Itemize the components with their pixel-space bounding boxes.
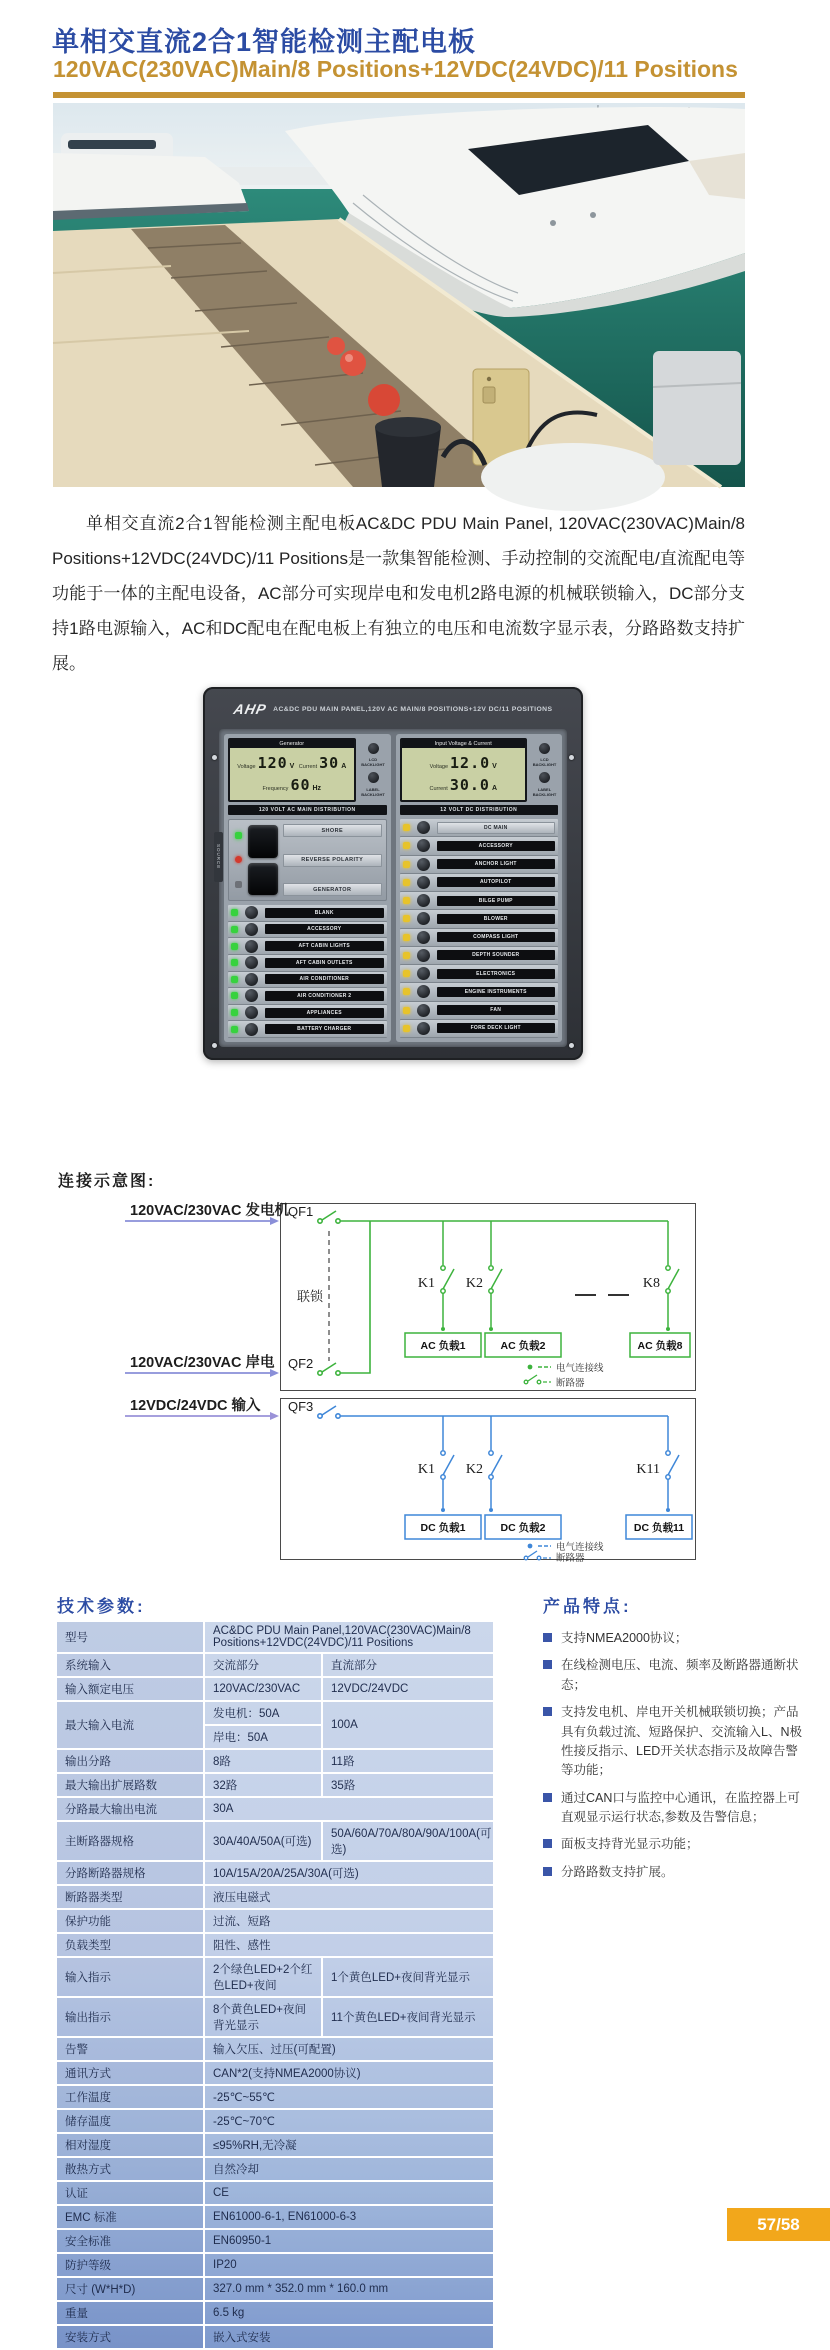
screw-icon (569, 755, 574, 760)
breaker-label: BLANK (265, 908, 384, 918)
legend-breaker-label: 断路器 (556, 1553, 585, 1564)
breaker-toggle-knob (417, 949, 430, 962)
lcd-backlight-button (539, 743, 550, 754)
spec-label: 保护功能 (57, 1910, 205, 1932)
dc-distribution-strip: 12 VOLT DC DISTRIBUTION (400, 805, 559, 815)
breaker-led (231, 909, 238, 916)
spec-value-dc: 1个黄色LED+夜间背光显示 (331, 1972, 470, 1984)
spec-value-dc: 11路 (331, 1756, 355, 1768)
breaker-toggle-knob (245, 973, 258, 986)
breaker-toggle-knob (245, 906, 258, 919)
panel-header-text: AC&DC PDU MAIN PANEL,120V AC MAIN/8 POSITIONS+12V DC/11 POSITIONS (273, 705, 553, 713)
bullet-square-icon (543, 1707, 552, 1716)
breaker-row (400, 1020, 559, 1038)
breaker-led (403, 1025, 410, 1032)
ac-load1-label: AC 负载1 (420, 1340, 466, 1352)
k1-label: K1 (417, 1462, 435, 1477)
breaker-label: ACCESSORY (437, 841, 556, 851)
voltage-label: Voltage (429, 763, 449, 770)
spec-value-ac (205, 1702, 323, 1748)
spec-row (57, 2038, 493, 2062)
current-unit: A (491, 785, 498, 793)
spec-value-ac: 30A/40A/50A(可选) (205, 1822, 323, 1860)
current-label: Current (429, 786, 448, 793)
dock-box (653, 351, 741, 465)
ac-lcd-title: Generator (230, 740, 354, 748)
breaker-toggle-knob (417, 894, 430, 907)
breaker-row (228, 1021, 387, 1038)
ac-frequency-value: 60 (290, 776, 311, 795)
spec-label: 型号 (57, 1622, 205, 1652)
spec-value-dc: 100A (331, 1719, 358, 1731)
feature-text: 面板支持背光显示功能； (561, 1837, 699, 1852)
breaker-row (400, 819, 559, 837)
voltage-label: Voltage (237, 763, 256, 770)
interlock-label: 联锁 (296, 1289, 323, 1304)
breaker-toggle-knob (417, 931, 430, 944)
generator-led (235, 881, 242, 888)
spec-value-ac: 8路 (205, 1750, 323, 1772)
qf1-label: QF1 (288, 1204, 314, 1219)
source-breaker-block (216, 819, 387, 901)
breaker-label: BLOWER (437, 914, 556, 924)
breaker-led (403, 824, 410, 831)
breaker-toggle-knob (417, 876, 430, 889)
breaker-row (400, 1002, 559, 1020)
breaker-led (231, 1026, 238, 1033)
spec-label: 工作温度 (57, 2086, 205, 2108)
shore-led-green (235, 832, 242, 839)
frequency-unit: Hz (312, 785, 322, 793)
breaker-row (400, 837, 559, 855)
feature-item (543, 1789, 805, 1828)
generator-label: GENERATOR (283, 883, 382, 896)
spec-value-ac: 120VAC/230VAC (205, 1678, 323, 1700)
spec-value: 10A/15A/20A/25A/30A(可选) (213, 1868, 359, 1880)
breaker-label: COMPASS LIGHT (437, 932, 556, 942)
breaker-led (231, 926, 238, 933)
breaker-toggle-knob (245, 923, 258, 936)
reverse-polarity-led-red (235, 856, 242, 863)
dc-lcd-display (400, 738, 528, 802)
legend-wire-label: 电气连接线 (556, 1542, 604, 1553)
spec-label: 分路最大输出电流 (57, 1798, 205, 1820)
feature-item (543, 1703, 805, 1781)
breaker-toggle-knob (245, 940, 258, 953)
spec-row (57, 1702, 493, 1750)
dc-load11-label: DC 负载11 (633, 1522, 685, 1534)
ac-load2-label: AC 负载2 (500, 1340, 546, 1352)
label-backlight-button (368, 772, 379, 783)
breaker-led (403, 861, 410, 868)
spec-value: CE (213, 2187, 229, 2199)
spec-row (57, 2254, 493, 2278)
spec-row (57, 1862, 493, 1886)
feature-item (543, 1863, 805, 1882)
ac-input2-label: 120VAC/230VAC 岸电 (130, 1355, 275, 1371)
spec-value-dc: 50A/60A/70A/80A/90A/100A(可选) (331, 1828, 492, 1856)
breaker-row (400, 947, 559, 965)
bullet-square-icon (543, 1633, 552, 1642)
breaker-row (228, 955, 387, 972)
arrow-icon (270, 1412, 279, 1420)
dc-lcd-title: Input Voltage & Current (402, 740, 526, 748)
breaker-row (228, 938, 387, 955)
breaker-label: DC MAIN (437, 822, 556, 834)
spec-value: EN61000-6-1, EN61000-6-3 (213, 2211, 357, 2223)
breaker-label: AIR CONDITIONER 2 (265, 991, 384, 1001)
breaker-led (403, 988, 410, 995)
spec-row (57, 1934, 493, 1958)
panel-body (216, 729, 567, 1047)
breaker-led (231, 1009, 238, 1016)
k1-label: K1 (417, 1276, 435, 1291)
spec-row (57, 1678, 493, 1702)
breaker-led (231, 976, 238, 983)
spec-label: 输出分路 (57, 1750, 205, 1772)
breaker-led (403, 842, 410, 849)
panel-header (203, 687, 583, 722)
page-number-badge: 57/58 (727, 2208, 830, 2241)
feature-text: 分路路数支持扩展。 (561, 1864, 674, 1879)
dc-input-label: 12VDC/24VDC 输入 (130, 1398, 261, 1414)
breaker-row (228, 905, 387, 922)
spec-value-dc: 35路 (331, 1780, 356, 1792)
breaker-led (403, 970, 410, 977)
spec-value-ac: 2个绿色LED+2个红色LED+夜间 (205, 1958, 323, 1996)
feature-text: 支持发电机、岸电开关机械联锁切换；产品具有负载过流、短路保护、交流输入L、N极性接反指示、LED开关状态指示及故障告警等功能； (561, 1705, 802, 1778)
breaker-label: BATTERY CHARGER (265, 1024, 384, 1034)
dc-load1-label: DC 负载1 (420, 1522, 466, 1534)
breaker-label: FAN (437, 1005, 556, 1015)
ac-connection-diagram (30, 1199, 790, 1396)
feature-item (543, 1629, 805, 1648)
shore-breaker-handle (248, 825, 278, 858)
breaker-toggle-knob (245, 989, 258, 1002)
spec-label: 输入指示 (57, 1958, 205, 1996)
feature-item (543, 1835, 805, 1854)
screw-icon (212, 755, 217, 760)
screw-icon (212, 1043, 217, 1048)
breaker-toggle-knob (417, 1022, 430, 1035)
k2-label: K2 (465, 1462, 483, 1477)
header-divider (53, 92, 745, 98)
spec-row (57, 2326, 493, 2350)
spec-label: 负载类型 (57, 1934, 205, 1956)
dc-meter (400, 738, 559, 802)
lcd-backlight-label: LCD BACKLIGHT (532, 757, 557, 768)
spec-row (57, 1798, 493, 1822)
spec-label: 相对湿度 (57, 2134, 205, 2156)
breaker-label: DEPTH SOUNDER (437, 950, 556, 960)
spec-value-dc: 直流部分 (331, 1660, 377, 1672)
breaker-label: AFT CABIN OUTLETS (265, 958, 384, 968)
breaker-toggle-knob (417, 1004, 430, 1017)
spec-row (57, 1910, 493, 1934)
spec-row (57, 2158, 493, 2182)
current-unit: A (341, 762, 347, 770)
ac-meter (228, 738, 387, 802)
white-hull-bottom (481, 443, 665, 511)
spec-row (57, 2302, 493, 2326)
spec-label: EMC 标准 (57, 2206, 205, 2228)
feature-text: 支持NMEA2000协议； (561, 1631, 688, 1645)
k8-label: K8 (642, 1276, 660, 1291)
lcd-backlight-label: LCD BACKLIGHT (361, 757, 385, 768)
spec-row (57, 1654, 493, 1678)
breaker-led (403, 879, 410, 886)
spec-label: 主断路器规格 (57, 1822, 205, 1860)
dc-load2-label: DC 负载2 (500, 1522, 546, 1534)
spec-value: 输入欠压、过压(可配置) (213, 2044, 336, 2056)
breaker-toggle-knob (417, 912, 430, 925)
bullet-square-icon (543, 1839, 552, 1848)
k11-label: K11 (636, 1462, 660, 1477)
spec-value-ac: 32路 (205, 1774, 323, 1796)
dc-column (396, 734, 563, 1042)
breaker-led (403, 897, 410, 904)
breaker-led (231, 992, 238, 999)
breaker-led (403, 1007, 410, 1014)
ac-distribution-strip: 120 VOLT AC MAIN DISTRIBUTION (228, 805, 387, 815)
spec-label: 防护等级 (57, 2254, 205, 2276)
features-list (543, 1629, 805, 1882)
breaker-label: BILGE PUMP (437, 896, 556, 906)
generator-breaker-handle (248, 863, 278, 896)
breaker-label: ENGINE INSTRUMENTS (437, 987, 556, 997)
breaker-row (400, 965, 559, 983)
spec-label: 尺寸 (W*H*D) (57, 2278, 205, 2300)
breaker-row (400, 983, 559, 1001)
breaker-label: ELECTRONICS (437, 969, 556, 979)
spec-value: AC&DC PDU Main Panel,120VAC(230VAC)Main/8 Positions+12VDC(24VDC)/11 Positions (213, 1625, 471, 1649)
breaker-toggle-knob (245, 1023, 258, 1036)
black-pot (375, 417, 441, 487)
breaker-row (400, 856, 559, 874)
breaker-label: AFT CABIN LIGHTS (265, 941, 384, 951)
spec-label: 安装方式 (57, 2326, 205, 2348)
source-tab-label: SOURCE (214, 832, 223, 882)
spec-value: 30A (213, 1803, 234, 1815)
breaker-label: ANCHOR LIGHT (437, 859, 556, 869)
spec-value: -25℃~70℃ (213, 2116, 275, 2128)
spec-label: 告警 (57, 2038, 205, 2060)
dc-breaker-rows (400, 819, 559, 1038)
k2-label: K2 (465, 1276, 483, 1291)
spec-label: 通讯方式 (57, 2062, 205, 2084)
brand-logo: AHP (231, 701, 268, 717)
spec-value: 嵌入式安装 (213, 2332, 271, 2344)
current-label: Current (298, 763, 318, 770)
breaker-toggle-knob (245, 956, 258, 969)
breaker-label: AUTOPILOT (437, 877, 556, 887)
ac-input1-label: 120VAC/230VAC 发电机 (130, 1203, 290, 1219)
breaker-toggle-knob (417, 985, 430, 998)
spec-value: IP20 (213, 2259, 237, 2271)
ac-breaker-rows (228, 905, 387, 1038)
features-section (543, 1592, 805, 1890)
spec-value: -25℃~55℃ (213, 2092, 275, 2104)
lcd-backlight-button (368, 743, 379, 754)
spec-row (57, 2206, 493, 2230)
spec-row (57, 2110, 493, 2134)
bullet-square-icon (543, 1793, 552, 1802)
bullet-square-icon (543, 1660, 552, 1669)
spec-label: 最大输出扩展路数 (57, 1774, 205, 1796)
spec-value: ≤95%RH,无冷凝 (213, 2140, 297, 2152)
screw-icon (569, 1043, 574, 1048)
breaker-row (228, 922, 387, 939)
shore-label: SHORE (283, 824, 382, 837)
spec-row (57, 1886, 493, 1910)
intro-paragraph: 单相交直流2合1智能检测主配电板AC&DC PDU Main Panel, 120VAC(230VAC)Main/8 Positions+12VDC(24VDC)/11 Positions是一款集智能检测、手动控制的交流配电/直流配电等功能于一体的主配电设备，AC部分可实现岸电和发电机2路电源的机械联锁输入，DC部分支持1路电源输入，AC和DC配电在配电板上有独立的电压和电流数字显示表，分路路数支持扩展。 (52, 514, 745, 674)
spec-subvalue: 发电机：50A (205, 1702, 321, 1726)
breaker-led (403, 915, 410, 922)
spec-label: 断路器类型 (57, 1886, 205, 1908)
spec-label: 系统输入 (57, 1654, 205, 1676)
ac-lcd-display (228, 738, 356, 802)
spec-row (57, 1822, 493, 1862)
feature-text: 在线检测电压、电流、频率及断路器通断状态； (561, 1658, 799, 1692)
spec-row (57, 1774, 493, 1798)
features-heading: 产品特点: (543, 1597, 632, 1616)
spec-row (57, 2062, 493, 2086)
spec-subvalue: 岸电：50A (213, 1732, 268, 1744)
specs-heading: 技术参数: (57, 1597, 146, 1616)
spec-value: 液压电磁式 (213, 1892, 271, 1904)
voltage-unit: V (289, 762, 295, 770)
spec-row (57, 1622, 493, 1654)
voltage-unit: V (492, 762, 497, 770)
feature-text: 通过CAN口与监控中心通讯，在监控器上可直观显示运行状态,参数及告警信息； (561, 1790, 800, 1824)
breaker-row (400, 929, 559, 947)
feature-item (543, 1656, 805, 1695)
breaker-label: APPLIANCES (265, 1008, 384, 1018)
breaker-row (400, 892, 559, 910)
spec-label: 最大输入电流 (57, 1702, 205, 1748)
pdu-panel-image (203, 687, 583, 1060)
spec-value: EN60950-1 (213, 2235, 272, 2247)
qf2-label: QF2 (288, 1356, 314, 1371)
spec-value-dc: 12VDC/24VDC (331, 1683, 409, 1695)
breaker-row (228, 972, 387, 989)
label-backlight-button (539, 772, 550, 783)
breaker-toggle-knob (417, 839, 430, 852)
breaker-led (231, 959, 238, 966)
bullet-square-icon (543, 1867, 552, 1876)
spec-row (57, 2086, 493, 2110)
spec-value: 327.0 mm * 352.0 mm * 160.0 mm (213, 2283, 389, 2295)
spec-value: 阻性、感性 (213, 1940, 271, 1952)
spec-row (57, 1750, 493, 1774)
breaker-label: ACCESSORY (265, 924, 384, 934)
label-backlight-label: LABEL BACKLIGHT (361, 787, 385, 797)
breaker-led (403, 934, 410, 941)
spec-value: 自然冷却 (213, 2164, 259, 2176)
page-title: 单相交直流2合1智能检测主配电板 (52, 27, 477, 57)
spec-label: 输出指示 (57, 1998, 205, 2036)
spec-row (57, 2230, 493, 2254)
spec-row (57, 2134, 493, 2158)
breaker-toggle-knob (417, 967, 430, 980)
page-subtitle: 120VAC(230VAC)Main/8 Positions+12VDC(24VDC)/11 Positions (53, 56, 738, 82)
breaker-led (403, 952, 410, 959)
spec-row (57, 2182, 493, 2206)
legend-wire-label: 电气连接线 (556, 1363, 604, 1374)
spec-value: 过流、短路 (213, 1916, 271, 1928)
dc-current-value: 30.0 (449, 776, 490, 795)
spec-label: 输入额定电压 (57, 1678, 205, 1700)
breaker-toggle-knob (245, 1006, 258, 1019)
connection-diagram-heading: 连接示意图: (58, 1173, 156, 1190)
ac-voltage-value: 120 (257, 753, 288, 772)
spec-value-ac: 8个黄色LED+夜间背光显示 (205, 1998, 323, 2036)
spec-label: 认证 (57, 2182, 205, 2204)
spec-value-dc: 11个黄色LED+夜间背光显示 (331, 2012, 476, 2024)
spec-label: 安全标准 (57, 2230, 205, 2252)
reverse-polarity-label: REVERSE POLARITY (283, 854, 382, 867)
marina-product-photo (53, 103, 745, 487)
frequency-label: Frequency (262, 786, 289, 793)
breaker-toggle-knob (417, 821, 430, 834)
spec-label: 分路断路器规格 (57, 1862, 205, 1884)
spec-label: 储存温度 (57, 2110, 205, 2132)
breaker-led (231, 943, 238, 950)
specs-table (57, 1620, 493, 2350)
spec-row (57, 2278, 493, 2302)
ac-current-value: 30 (319, 753, 340, 772)
breaker-row (228, 1005, 387, 1022)
spec-label: 散热方式 (57, 2158, 205, 2180)
spec-value: 6.5 kg (213, 2307, 245, 2319)
label-backlight-label: LABEL BACKLIGHT (532, 787, 557, 797)
ac-column (216, 734, 391, 1042)
spec-value: CAN*2(支持NMEA2000协议) (213, 2068, 361, 2080)
breaker-label: FORE DECK LIGHT (437, 1023, 556, 1033)
breaker-toggle-knob (417, 858, 430, 871)
spec-value-ac: 交流部分 (205, 1654, 323, 1676)
spec-label: 重量 (57, 2302, 205, 2324)
dc-voltage-value: 12.0 (450, 753, 491, 772)
legend-breaker-label: 断路器 (556, 1378, 585, 1389)
spec-row (57, 1998, 493, 2038)
dc-connection-diagram (30, 1394, 790, 1566)
qf3-label: QF3 (288, 1399, 314, 1414)
breaker-row (400, 910, 559, 928)
spec-row (57, 1958, 493, 1998)
breaker-label: AIR CONDITIONER (265, 974, 384, 984)
breaker-row (228, 988, 387, 1005)
breaker-row (400, 874, 559, 892)
ac-load8-label: AC 负载8 (637, 1340, 683, 1352)
